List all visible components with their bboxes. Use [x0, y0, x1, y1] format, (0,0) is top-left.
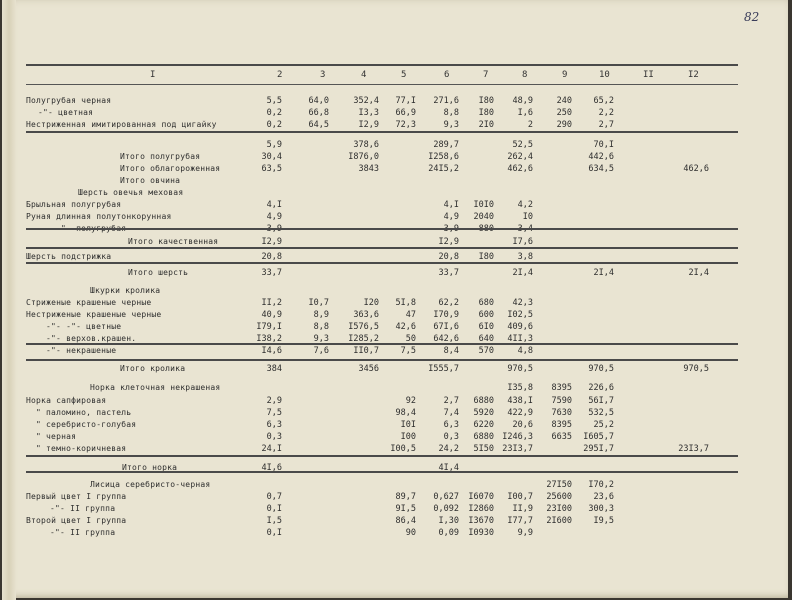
section-rule — [26, 343, 738, 345]
row-label: Второй цвет I группа — [26, 516, 127, 525]
cell-c6: 289,7 — [433, 140, 459, 150]
cell-c8: I,6 — [517, 108, 533, 118]
table-row — [2, 432, 792, 444]
table-row — [2, 528, 792, 540]
section-rule — [26, 262, 738, 264]
cell-c7: 880 — [478, 224, 494, 234]
cell-c2: I79,I — [256, 322, 282, 332]
cell-c5: I00,5 — [390, 444, 416, 454]
header-top-rule — [26, 64, 738, 66]
section-rule — [26, 228, 738, 230]
cell-c10: 2,2 — [598, 108, 614, 118]
table-row — [2, 224, 792, 236]
cell-c5: 98,4 — [395, 408, 416, 418]
cell-c6: 0,092 — [433, 504, 459, 514]
cell-c5: 66,9 — [395, 108, 416, 118]
col-header-11: II — [643, 70, 654, 80]
row-label: Норка сапфировая — [26, 396, 107, 405]
cell-c9: 250 — [556, 108, 572, 118]
cell-c10: 2I,4 — [593, 268, 614, 278]
cell-c6: I555,7 — [428, 364, 459, 374]
cell-c5: 7,5 — [400, 346, 416, 356]
cell-c5: 47 — [405, 310, 416, 320]
cell-c2: 384 — [266, 364, 282, 374]
cell-c8: 970,5 — [507, 364, 533, 374]
cell-c5: 50 — [405, 334, 416, 344]
row-label: Итого полугрубая — [120, 152, 201, 161]
cell-c4: I3,3 — [358, 108, 379, 118]
cell-c6: 0,09 — [438, 528, 459, 538]
cell-c2: 5,9 — [266, 140, 282, 150]
cell-c6: I258,6 — [428, 152, 459, 162]
table-row — [2, 152, 792, 164]
col-header-2: 2 — [277, 70, 283, 80]
cell-c2: 7,5 — [266, 408, 282, 418]
cell-c6: I,30 — [438, 516, 459, 526]
row-label: -"- цветная — [38, 108, 94, 117]
cell-c6: 20,8 — [438, 252, 459, 262]
table-row — [2, 396, 792, 408]
row-label: " темно-коричневая — [36, 444, 127, 453]
cell-c6: 24,2 — [438, 444, 459, 454]
col-header-10: 10 — [599, 70, 610, 80]
cell-c5: 72,3 — [395, 120, 416, 130]
cell-c6: 33,7 — [438, 268, 459, 278]
cell-c12: 970,5 — [683, 364, 709, 374]
cell-c2: 0,I — [266, 504, 282, 514]
cell-c7: I80 — [478, 252, 494, 262]
cell-c3: 64,5 — [308, 120, 329, 130]
cell-c8: 438,I — [507, 396, 533, 406]
row-label: " черная — [36, 432, 77, 441]
cell-c8: I0 — [522, 212, 533, 222]
table-row — [2, 364, 792, 376]
table-row — [2, 200, 792, 212]
row-label: -"- полугрубая — [56, 224, 127, 233]
table-row — [2, 188, 792, 200]
row-label: Итого норка — [122, 463, 178, 472]
cell-c6: 3,9 — [443, 224, 459, 234]
table-row — [2, 298, 792, 310]
cell-c7: I0I0 — [473, 200, 494, 210]
cell-c6: 62,2 — [438, 298, 459, 308]
cell-c5: 42,6 — [395, 322, 416, 332]
cell-c8: 3,4 — [517, 224, 533, 234]
cell-c5: 92 — [405, 396, 416, 406]
cell-c7: 680 — [478, 298, 494, 308]
cell-c7: 600 — [478, 310, 494, 320]
cell-c9: 25600 — [546, 492, 572, 502]
table-row — [2, 164, 792, 176]
cell-c8: 23I3,7 — [502, 444, 533, 454]
cell-c10: 300,3 — [588, 504, 614, 514]
cell-c6: I70,9 — [433, 310, 459, 320]
cell-c4: I285,2 — [348, 334, 379, 344]
col-header-4: 4 — [361, 70, 367, 80]
header-bottom-rule — [26, 84, 738, 85]
cell-c4: II0,7 — [353, 346, 379, 356]
row-label: Стриженые крашеные черные — [26, 298, 152, 307]
cell-c4: 352,4 — [353, 96, 379, 106]
cell-c2: 0,7 — [266, 492, 282, 502]
col-header-9: 9 — [562, 70, 568, 80]
cell-c8: II,9 — [512, 504, 533, 514]
cell-c12: 23I3,7 — [678, 444, 709, 454]
cell-c2: 4I,6 — [261, 463, 282, 473]
cell-c2: I38,2 — [256, 334, 282, 344]
cell-c8: 422,9 — [507, 408, 533, 418]
cell-c7: I2860 — [468, 504, 494, 514]
cell-c7: I6070 — [468, 492, 494, 502]
table-row — [2, 516, 792, 528]
cell-c6: 0,3 — [443, 432, 459, 442]
cell-c2: 63,5 — [261, 164, 282, 174]
cell-c9: 6635 — [551, 432, 572, 442]
cell-c3: 7,6 — [313, 346, 329, 356]
row-label: Брыльная полугрубая — [26, 200, 122, 209]
cell-c6: 67I,6 — [433, 322, 459, 332]
cell-c6: 271,6 — [433, 96, 459, 106]
cell-c6: 7,4 — [443, 408, 459, 418]
cell-c6: 0,627 — [433, 492, 459, 502]
cell-c5: 89,7 — [395, 492, 416, 502]
cell-c2: 0,3 — [266, 432, 282, 442]
cell-c6: 9,3 — [443, 120, 459, 130]
table-row — [2, 504, 792, 516]
cell-c2: 5,5 — [266, 96, 282, 106]
table-row — [2, 322, 792, 334]
cell-c4: I576,5 — [348, 322, 379, 332]
cell-c2: 6,3 — [266, 420, 282, 430]
cell-c3: 64,0 — [308, 96, 329, 106]
cell-c4: I876,0 — [348, 152, 379, 162]
col-header-7: 7 — [483, 70, 489, 80]
cell-c2: 4,I — [266, 200, 282, 210]
cell-c2: 33,7 — [261, 268, 282, 278]
section-rule — [26, 471, 738, 473]
cell-c2: I4,6 — [261, 346, 282, 356]
row-label: Полугрубая черная — [26, 96, 112, 105]
cell-c10: 70,I — [593, 140, 614, 150]
cell-c3: 8,9 — [313, 310, 329, 320]
cell-c3: 9,3 — [313, 334, 329, 344]
cell-c6: 24I5,2 — [428, 164, 459, 174]
cell-c10: 23,6 — [593, 492, 614, 502]
cell-c9: 23I00 — [546, 504, 572, 514]
cell-c8: 4II,3 — [507, 334, 533, 344]
cell-c10: 970,5 — [588, 364, 614, 374]
row-label: -"- II группа — [50, 528, 116, 537]
cell-c8: 4,8 — [517, 346, 533, 356]
cell-c8: 3,8 — [517, 252, 533, 262]
cell-c6: I2,9 — [438, 237, 459, 247]
cell-c2: 24,I — [261, 444, 282, 454]
col-header-3: 3 — [320, 70, 326, 80]
cell-c5: 9I,5 — [395, 504, 416, 514]
row-label: Шерсть подстрижка — [26, 252, 112, 261]
document-page — [2, 0, 788, 598]
cell-c4: 3456 — [358, 364, 379, 374]
cell-c6: 2,7 — [443, 396, 459, 406]
cell-c5: I0I — [400, 420, 416, 430]
cell-c4: I2,9 — [358, 120, 379, 130]
cell-c2: 40,9 — [261, 310, 282, 320]
cell-c12: 462,6 — [683, 164, 709, 174]
table-row — [2, 346, 792, 358]
cell-c8: 462,6 — [507, 164, 533, 174]
row-label: Нестриженые крашеные черные — [26, 310, 162, 319]
table-row — [2, 383, 792, 395]
cell-c10: I605,7 — [583, 432, 614, 442]
cell-c6: 4,I — [443, 200, 459, 210]
cell-c2: 0,2 — [266, 120, 282, 130]
cell-c6: 8,8 — [443, 108, 459, 118]
cell-c6: 8,4 — [443, 346, 459, 356]
page-number: 82 — [744, 10, 760, 24]
cell-c10: 2,7 — [598, 120, 614, 130]
table-row — [2, 463, 792, 475]
cell-c3: 8,8 — [313, 322, 329, 332]
cell-c6: 4I,4 — [438, 463, 459, 473]
cell-c5: 5I,8 — [395, 298, 416, 308]
cell-c5: 86,4 — [395, 516, 416, 526]
cell-c9: 8395 — [551, 383, 572, 393]
cell-c10: 226,6 — [588, 383, 614, 393]
cell-c8: 20,6 — [512, 420, 533, 430]
cell-c2: I,5 — [266, 516, 282, 526]
table-row — [2, 268, 792, 280]
cell-c8: I02,5 — [507, 310, 533, 320]
cell-c7: 6220 — [473, 420, 494, 430]
cell-c8: 4,2 — [517, 200, 533, 210]
col-header-5: 5 — [401, 70, 407, 80]
cell-c4: 363,6 — [353, 310, 379, 320]
section-rule — [26, 247, 738, 249]
cell-c7: 2040 — [473, 212, 494, 222]
cell-c10: 65,2 — [593, 96, 614, 106]
table-row — [2, 140, 792, 152]
row-label: Шерсть овечья меховая — [78, 188, 184, 197]
table-row — [2, 96, 792, 108]
cell-c7: I80 — [478, 108, 494, 118]
cell-c3: I0,7 — [308, 298, 329, 308]
cell-c7: 2I0 — [478, 120, 494, 130]
cell-c2: 4,9 — [266, 212, 282, 222]
cell-c9: 2I600 — [546, 516, 572, 526]
cell-c4: I20 — [363, 298, 379, 308]
cell-c8: I35,8 — [507, 383, 533, 393]
cell-c8: 52,5 — [512, 140, 533, 150]
section-rule — [26, 455, 738, 457]
section-rule — [26, 359, 738, 361]
cell-c4: 378,6 — [353, 140, 379, 150]
cell-c2: 20,8 — [261, 252, 282, 262]
row-label: -"- некрашеные — [46, 346, 117, 355]
cell-c6: 642,6 — [433, 334, 459, 344]
row-label: Лисица серебристо-черная — [90, 480, 211, 489]
row-label: Итого кролика — [120, 364, 186, 373]
row-label: Итого облагороженная — [120, 164, 221, 173]
table-row — [2, 108, 792, 120]
cell-c7: 6I0 — [478, 322, 494, 332]
cell-c9: 7630 — [551, 408, 572, 418]
cell-c8: I246,3 — [502, 432, 533, 442]
cell-c10: I9,5 — [593, 516, 614, 526]
cell-c2: 0,I — [266, 528, 282, 538]
table-row — [2, 480, 792, 492]
cell-c8: 2 — [527, 120, 533, 130]
row-label: " паломино, пастель — [36, 408, 132, 417]
row-label: -"- верхов.крашен. — [46, 334, 137, 343]
table-row — [2, 492, 792, 504]
cell-c9: 8395 — [551, 420, 572, 430]
cell-c8: I00,7 — [507, 492, 533, 502]
table-row — [2, 176, 792, 188]
cell-c9: 240 — [556, 96, 572, 106]
cell-c7: 5I50 — [473, 444, 494, 454]
cell-c8: 2I,4 — [512, 268, 533, 278]
cell-c8: 262,4 — [507, 152, 533, 162]
cell-c8: 42,3 — [512, 298, 533, 308]
cell-c7: I3670 — [468, 516, 494, 526]
cell-c7: 6880 — [473, 432, 494, 442]
cell-c7: 570 — [478, 346, 494, 356]
cell-c8: 9,9 — [517, 528, 533, 538]
cell-c10: I70,2 — [588, 480, 614, 490]
col-header-8: 8 — [522, 70, 528, 80]
row-label: Итого овчина — [120, 176, 181, 185]
cell-c9: 290 — [556, 120, 572, 130]
cell-c6: 4,9 — [443, 212, 459, 222]
cell-c2: I2,9 — [261, 237, 282, 247]
cell-c2: 3,9 — [266, 224, 282, 234]
row-label: Руная длинная полутонкорунная — [26, 212, 172, 221]
table-row — [2, 408, 792, 420]
row-label: Итого шерсть — [128, 268, 189, 277]
cell-c7: 5920 — [473, 408, 494, 418]
row-label: Итого качественная — [128, 237, 219, 246]
row-label: Первый цвет I группа — [26, 492, 127, 501]
cell-c2: 0,2 — [266, 108, 282, 118]
cell-c4: 3843 — [358, 164, 379, 174]
cell-c5: 90 — [405, 528, 416, 538]
cell-c7: I0930 — [468, 528, 494, 538]
section-rule — [26, 131, 738, 133]
col-header-6: 6 — [444, 70, 450, 80]
cell-c5: I00 — [400, 432, 416, 442]
row-label: -"- -"- цветные — [46, 322, 122, 331]
cell-c6: 6,3 — [443, 420, 459, 430]
row-label: Нестриженная имитированная под цигайку — [26, 120, 217, 129]
row-label: -"- II группа — [50, 504, 116, 513]
table-row — [2, 310, 792, 322]
cell-c7: 6880 — [473, 396, 494, 406]
table-row — [2, 286, 792, 298]
cell-c5: 77,I — [395, 96, 416, 106]
cell-c10: 634,5 — [588, 164, 614, 174]
cell-c7: 640 — [478, 334, 494, 344]
col-header-1: I — [150, 70, 156, 80]
row-label: Шкурки кролика — [90, 286, 161, 295]
row-label: Норка клеточная некрашеная — [90, 383, 221, 392]
cell-c8: I77,7 — [507, 516, 533, 526]
cell-c10: 532,5 — [588, 408, 614, 418]
cell-c9: 27I50 — [546, 480, 572, 490]
table-row — [2, 420, 792, 432]
cell-c3: 66,8 — [308, 108, 329, 118]
cell-c8: 409,6 — [507, 322, 533, 332]
cell-c10: 25,2 — [593, 420, 614, 430]
cell-c8: 48,9 — [512, 96, 533, 106]
cell-c7: I80 — [478, 96, 494, 106]
row-label: " серебристо-голубая — [36, 420, 137, 429]
col-header-12: I2 — [688, 70, 699, 80]
cell-c2: 2,9 — [266, 396, 282, 406]
cell-c10: 295I,7 — [583, 444, 614, 454]
table-row — [2, 212, 792, 224]
cell-c10: 442,6 — [588, 152, 614, 162]
cell-c2: II,2 — [261, 298, 282, 308]
cell-c10: 56I,7 — [588, 396, 614, 406]
cell-c12: 2I,4 — [688, 268, 709, 278]
cell-c9: 7590 — [551, 396, 572, 406]
cell-c8: I7,6 — [512, 237, 533, 247]
cell-c2: 30,4 — [261, 152, 282, 162]
